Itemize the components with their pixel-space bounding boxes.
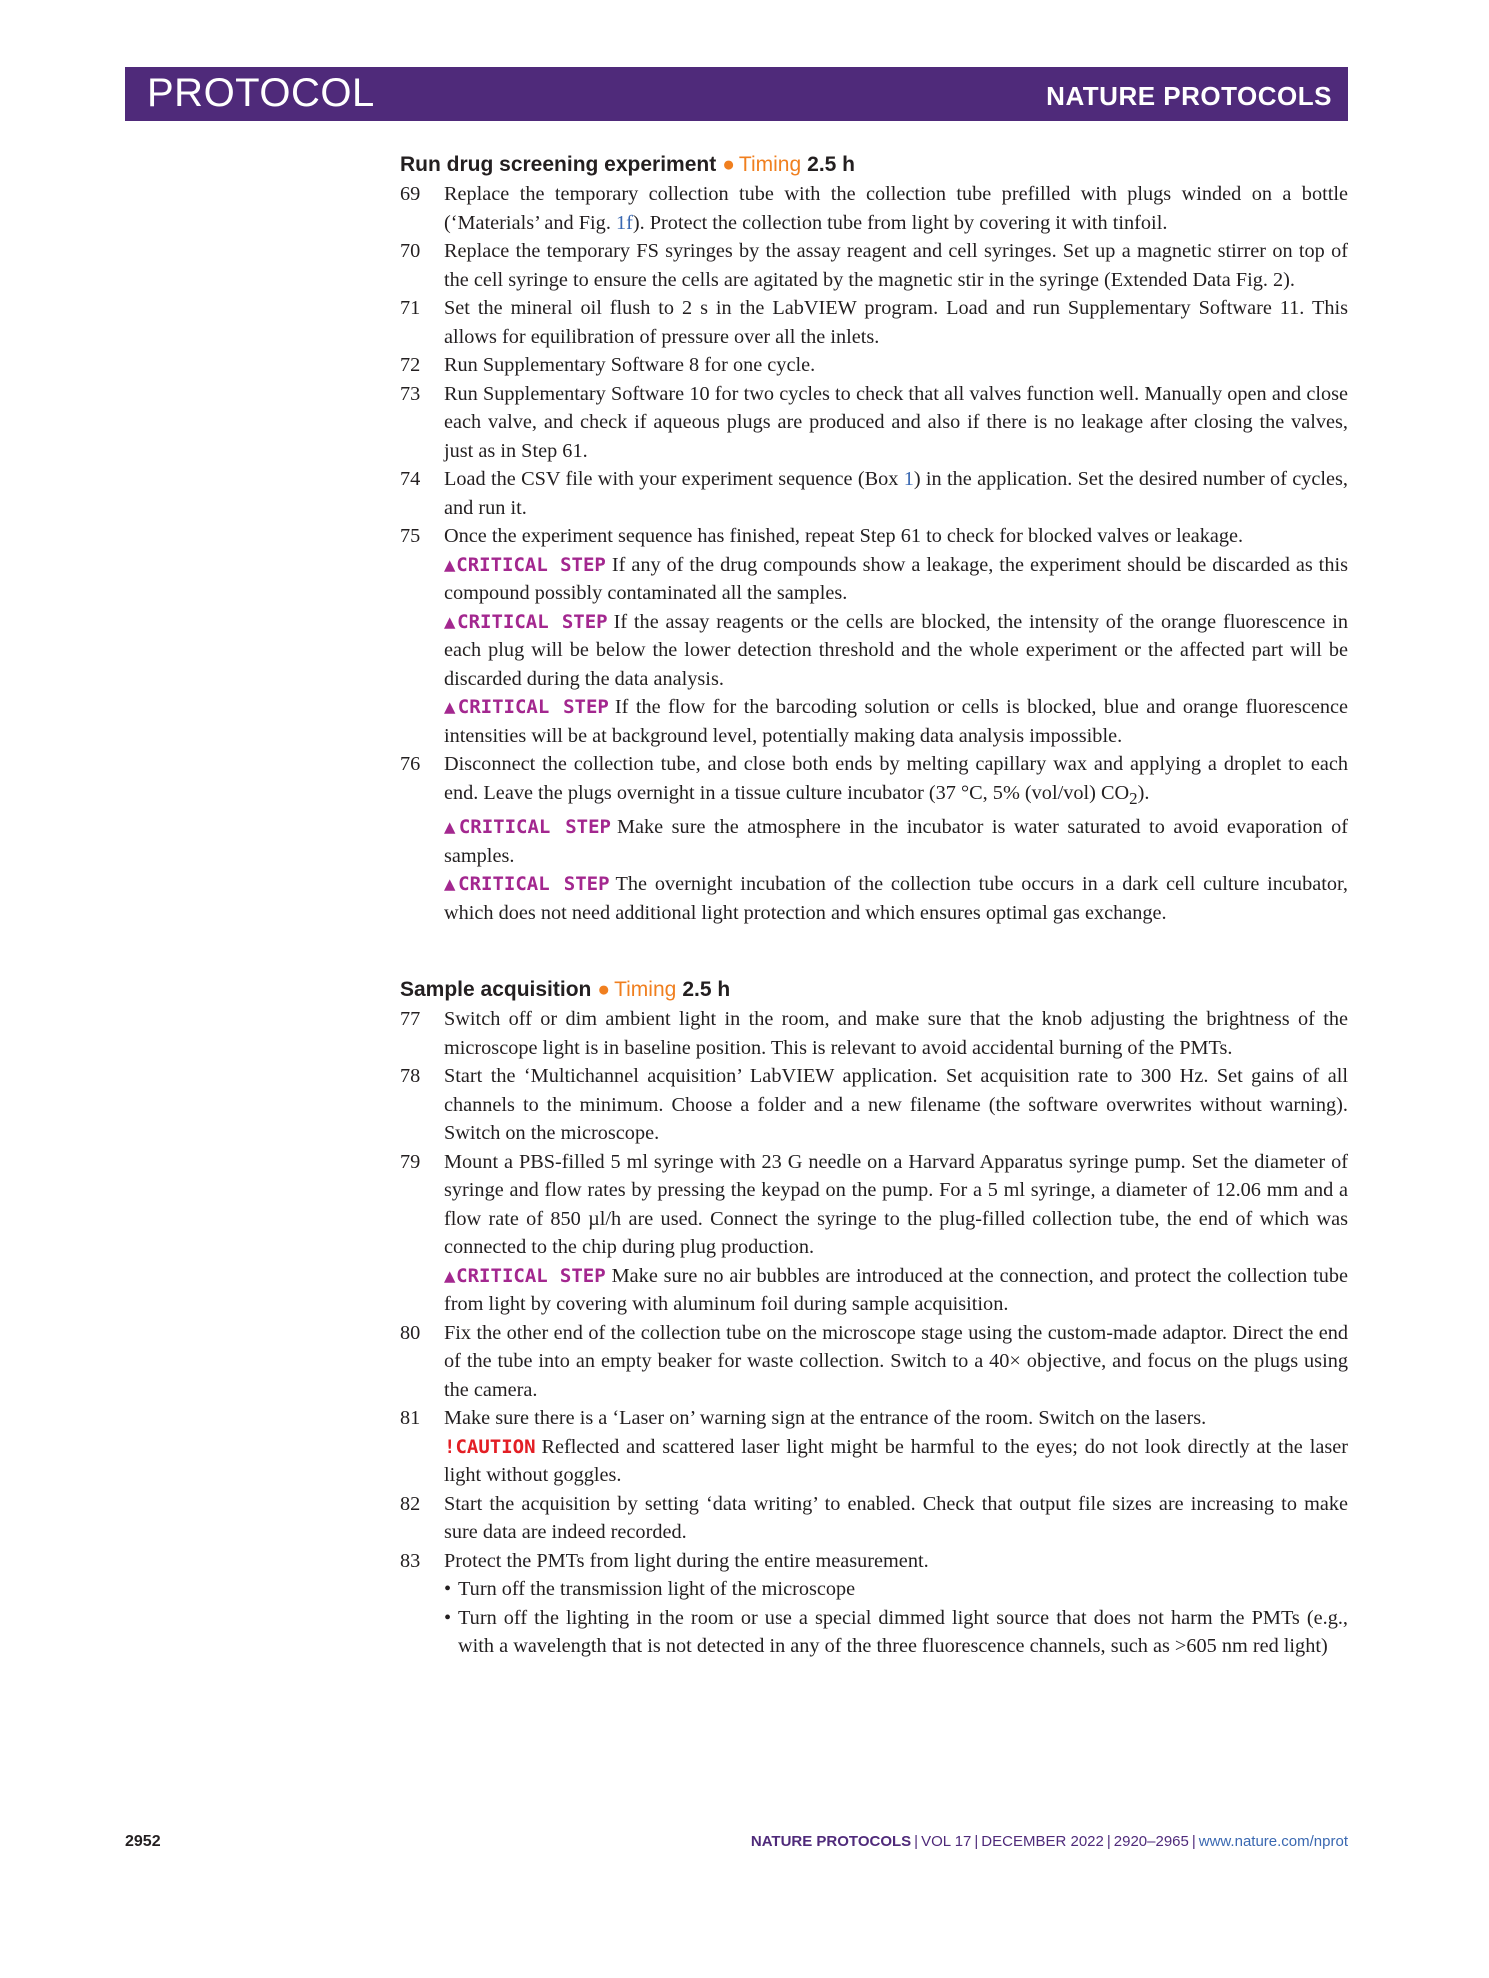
step-number: 76 <box>400 753 421 775</box>
bullet-text: Turn off the transmission light of the microscope <box>458 1578 856 1601</box>
step-82 <box>400 1490 1348 1547</box>
step-text: Run Supplementary Software 10 for two cycles to check that all valves function well. Manually open and close each valve, and check if aqueous plugs are produced and also if there is no leakage after closing the valves, just as in Step 61. <box>444 382 1348 462</box>
step-text: ). Protect the collection tube from light by covering it with tinfoil. <box>632 211 1168 234</box>
step-text: Replace the temporary FS syringes by the assay reagent and cell syringes. Set up a magnetic stirrer on top of the cell syringe to ensure the cells are agitated by the magnetic stir in the syringe (Extended Data Fig. 2). <box>444 240 1348 291</box>
bullet-icon: • <box>444 1606 452 1629</box>
step-number: 81 <box>400 1407 421 1430</box>
timing-value: 2.5 h <box>682 978 731 1002</box>
step-76 <box>400 750 1348 927</box>
footer-volume: VOL 17 <box>921 1833 972 1850</box>
step-text: Disconnect the collection tube, and close both ends by melting capillary wax and applying a droplet to each end. Leave the plugs overnight in a tissue culture incubator (37 °C, 5% (vol/vol) CO <box>444 753 1348 804</box>
critical-step-note <box>444 608 1348 694</box>
critical-step-label: ▲CRITICAL STEP <box>444 610 608 633</box>
note-text: The overnight incubation of the collection tube occurs in a dark cell culture incubator, which does not need additional light protection and which ensures optimal gas exchange. <box>444 873 1348 924</box>
step-text: Make sure there is a ‘Laser on’ warning sign at the entrance of the room. Switch on the lasers. <box>444 1407 1207 1430</box>
step-text: Fix the other end of the collection tube on the microscope stage using the custom-made adaptor. Direct the end of the tube into an empty beaker for waste collection. Switch to a 40× objective, and focus on the plugs using the camera. <box>444 1321 1348 1401</box>
timing-label: Timing <box>614 978 677 1002</box>
step-71 <box>400 294 1348 351</box>
step-number: 82 <box>400 1492 421 1515</box>
note-text: If any of the drug compounds show a leakage, the experiment should be discarded as this compound possibly contaminated all the samples. <box>444 553 1348 604</box>
step-text: ) in the application. Set the desired number of cycles, and run it. <box>444 468 1348 519</box>
step-77 <box>400 1005 1348 1062</box>
footer-citation <box>751 1833 1348 1850</box>
footer-separator: | <box>1191 1833 1196 1850</box>
step-78 <box>400 1062 1348 1148</box>
step-75 <box>400 522 1348 750</box>
timing-label: Timing <box>738 153 802 176</box>
note-text: Make sure the atmosphere in the incubator is water saturated to avoid evaporation of samples. <box>444 816 1348 867</box>
section-title: Sample acquisition <box>400 978 592 1002</box>
section-spacer <box>400 927 1348 975</box>
step-text: Once the experiment sequence has finished, repeat Step 61 to check for blocked valves or leakage. <box>444 525 1244 547</box>
step-text: Start the acquisition by setting ‘data writing’ to enabled. Check that output file sizes are increasing to make sure data are indeed recorded. <box>444 1492 1348 1544</box>
note-text: If the assay reagents or the cells are blocked, the intensity of the orange fluorescence in each plug will be below the lower detection threshold and the whole experiment or the affected part will be discarded during the data analysis. <box>444 610 1348 690</box>
step-79 <box>400 1148 1348 1319</box>
subscript: 2 <box>1129 788 1138 808</box>
critical-step-label: ▲CRITICAL STEP <box>444 1264 606 1287</box>
step-text: Switch off or dim ambient light in the room, and make sure that the knob adjusting the brightness of the microscope light is in baseline position. This is relevant to avoid accidental burning of the PMTs. <box>444 1008 1348 1059</box>
step-number: 80 <box>400 1321 421 1344</box>
note-text: Reflected and scattered laser light might be harmful to the eyes; do not look directly at the laser light without goggles. <box>444 1435 1348 1487</box>
timing-dot-icon: ● <box>597 978 611 1002</box>
timing-value: 2.5 h <box>807 153 856 176</box>
step-text: Run Supplementary Software 8 for one cycle. <box>444 354 816 376</box>
footer-date: DECEMBER 2022 <box>981 1833 1104 1850</box>
note-text: If the flow for the barcoding solution or cells is blocked, blue and orange fluorescence intensities will be at background level, potentially making data analysis impossible. <box>444 696 1348 747</box>
step-number: 74 <box>400 468 421 490</box>
page-number: 2952 <box>125 1833 161 1850</box>
footer-separator: | <box>1106 1833 1111 1850</box>
step-number: 72 <box>400 354 421 376</box>
step-number: 75 <box>400 525 421 547</box>
step-70 <box>400 237 1348 294</box>
step-number: 73 <box>400 382 421 405</box>
box-link[interactable]: 1 <box>903 468 914 490</box>
step-text: Start the ‘Multichannel acquisition’ LabVIEW application. Set acquisition rate to 300 Hz. Set gains of all channels to the minimum. Choose a folder and a new filename (the software overwrites without warning). Switch on the microscope. <box>444 1065 1348 1145</box>
step-74 <box>400 465 1348 522</box>
journal-name: NATURE PROTOCOLS <box>1046 81 1332 111</box>
note-text: Make sure no air bubbles are introduced at the connection, and protect the collection tube from light by covering with aluminum foil during sample acquisition. <box>444 1264 1348 1316</box>
step-text: Protect the PMTs from light during the entire measurement. <box>444 1549 929 1572</box>
section-label: PROTOCOL <box>147 71 375 115</box>
step-text: Replace the temporary collection tube with the collection tube prefilled with plugs winded on a bottle (‘Materials’ and Fig. <box>444 183 1348 234</box>
step-number: 70 <box>400 240 421 262</box>
critical-step-label: ▲CRITICAL STEP <box>444 873 610 896</box>
footer-separator: | <box>974 1833 979 1850</box>
bullet-icon: • <box>444 1578 452 1601</box>
protocol-body <box>400 150 1348 1661</box>
step-text: ). <box>1137 781 1150 804</box>
step-text: Set the mineral oil flush to 2 s in the LabVIEW program. Load and run Supplementary Software 11. This allows for equilibration of pressure over all the inlets. <box>444 297 1348 348</box>
step-number: 83 <box>400 1549 421 1572</box>
section-heading-sample-acquisition <box>400 975 1348 1005</box>
bullet-text: Turn off the lighting in the room or use a special dimmed light source that does not harm the PMTs (e.g., with a wavelength that is not detected in any of the three fluorescence channels, such as >605 nm red light) <box>458 1606 1348 1658</box>
critical-step-note <box>444 813 1348 870</box>
step-number: 77 <box>400 1008 421 1031</box>
timing-dot-icon: ● <box>722 153 735 176</box>
critical-step-note <box>444 551 1348 608</box>
section-title: Run drug screening experiment <box>400 153 717 176</box>
step-text: Mount a PBS-filled 5 ml syringe with 23 G needle on a Harvard Apparatus syringe pump. Set the diameter of syringe and flow rates by pressing the keypad on the pump. For a 5 ml syringe, a diameter of 12.06 mm and a flow rate of 850 µl/h are used. Connect the syringe to the plug-filled collection tube, the end of which was connected to the chip during plug production. <box>444 1150 1348 1259</box>
critical-step-label: ▲CRITICAL STEP <box>444 696 609 718</box>
footer-pages: 2920–2965 <box>1113 1833 1189 1850</box>
step-number: 79 <box>400 1150 421 1173</box>
step-80 <box>400 1319 1348 1405</box>
step-81 <box>400 1404 1348 1490</box>
header-banner <box>125 67 1348 121</box>
step-73 <box>400 380 1348 466</box>
critical-step-note <box>444 1262 1348 1319</box>
step-83 <box>400 1547 1348 1661</box>
step-number: 71 <box>400 297 421 319</box>
step-72 <box>400 351 1348 380</box>
figure-link[interactable]: 1f <box>615 211 633 234</box>
critical-step-label: ▲CRITICAL STEP <box>444 553 606 576</box>
caution-label: !CAUTION <box>444 1435 536 1458</box>
step-69 <box>400 180 1348 237</box>
section-heading-drug-screening <box>400 150 1348 180</box>
step-number: 69 <box>400 183 421 205</box>
critical-step-note <box>444 693 1348 750</box>
footer-journal: NATURE PROTOCOLS <box>750 1833 912 1850</box>
critical-step-note <box>444 870 1348 927</box>
footer-separator: | <box>914 1833 919 1850</box>
critical-step-label: ▲CRITICAL STEP <box>444 816 611 839</box>
step-text: Load the CSV file with your experiment sequence (Box <box>444 468 904 490</box>
list-item <box>444 1575 1348 1604</box>
footer-url-link[interactable]: www.nature.com/nprot <box>1198 1833 1348 1850</box>
step-number: 78 <box>400 1065 421 1088</box>
list-item <box>444 1604 1348 1661</box>
caution-note <box>444 1433 1348 1490</box>
